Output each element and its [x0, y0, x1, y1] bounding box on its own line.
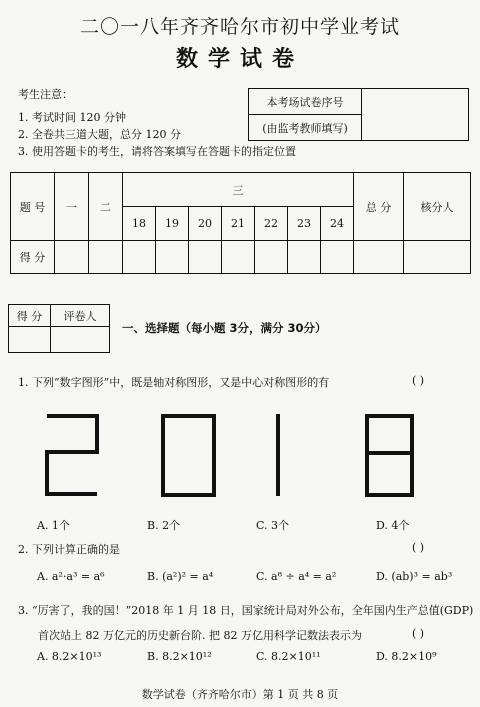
exam-subject: 数学试卷	[175, 47, 304, 72]
question-3-stem-line1: 3. “厉害了，我的国！”2018 年 1 月 18 日，国家统计局对外公布，全年国内生产总值(GDP)	[18, 604, 474, 617]
answer-paren-1[interactable]: ( )	[412, 374, 425, 387]
digit-2-figure	[47, 416, 97, 494]
option-b[interactable]: B. (a²)² = a⁴	[147, 570, 214, 583]
serial-note: (由监考教师填写)	[249, 115, 362, 141]
total-score-cell[interactable]	[354, 241, 404, 274]
grader-name-cell[interactable]	[51, 327, 110, 353]
score-table	[10, 172, 471, 274]
q-number: 18	[123, 207, 156, 241]
note-item: 1. 考试时间 120 分钟	[18, 111, 126, 124]
digit-8-figure	[367, 416, 412, 495]
checker-cell[interactable]	[404, 241, 471, 274]
option-d[interactable]: D. 8.2×10⁹	[376, 650, 437, 663]
option-b[interactable]: B. 8.2×10¹²	[147, 650, 212, 663]
score-cell[interactable]	[189, 241, 222, 274]
serial-entry-cell[interactable]	[362, 89, 469, 141]
grader-name-label: 评卷人	[51, 305, 110, 327]
score-row-label: 得 分	[11, 241, 55, 274]
q-number: 21	[222, 207, 255, 241]
option-c[interactable]: C. a⁸ ÷ a⁴ = a²	[256, 570, 337, 583]
score-cell[interactable]	[321, 241, 354, 274]
q-number: 20	[189, 207, 222, 241]
section1-header: 一	[55, 173, 89, 241]
checker-label: 核分人	[404, 173, 471, 241]
digit-0-figure	[163, 416, 214, 495]
answer-paren-3[interactable]: ( )	[412, 627, 425, 640]
question-2-stem: 2. 下列计算正确的是	[18, 543, 120, 556]
option-c[interactable]: C. 8.2×10¹¹	[256, 650, 321, 663]
option-a[interactable]: A. 8.2×10¹³	[37, 650, 102, 663]
page-footer: 数学试卷（齐齐哈尔市）第 1 页 共 8 页	[141, 688, 339, 701]
section2-header: 二	[89, 173, 123, 241]
question-label: 题 号	[11, 173, 55, 241]
serial-number-box	[248, 88, 469, 141]
score-cell[interactable]	[89, 241, 123, 274]
serial-label: 本考场试卷序号	[249, 89, 362, 115]
option-b[interactable]: B. 2个	[147, 519, 181, 532]
exam-title: 二〇一八年齐齐哈尔市初中学业考试	[79, 16, 400, 38]
total-label: 总 分	[354, 173, 404, 241]
score-cell[interactable]	[156, 241, 189, 274]
section-title: 一、选择题（每小题 3分，满分 30分）	[122, 321, 327, 335]
note-item: 2. 全卷共三道大题，总分 120 分	[18, 128, 181, 141]
option-d[interactable]: D. 4个	[376, 519, 410, 532]
score-cell[interactable]	[288, 241, 321, 274]
grader-score-cell[interactable]	[9, 327, 51, 353]
q-number: 19	[156, 207, 189, 241]
score-cell[interactable]	[255, 241, 288, 274]
option-c[interactable]: C. 3个	[256, 519, 290, 532]
score-cell[interactable]	[55, 241, 89, 274]
digit-figures	[0, 400, 480, 510]
q-number: 24	[321, 207, 354, 241]
question-1-stem: 1. 下列“数字图形”中，既是轴对称图形，又是中心对称图形的有	[18, 376, 330, 389]
q-number: 22	[255, 207, 288, 241]
question-3-stem-line2: 首次站上 82 万亿元的历史新台阶. 把 82 万亿用科学记数法表示为	[38, 629, 362, 642]
grader-box	[8, 304, 110, 353]
grader-score-label: 得 分	[9, 305, 51, 327]
section3-header: 三	[123, 173, 354, 207]
score-cell[interactable]	[222, 241, 255, 274]
answer-paren-2[interactable]: ( )	[412, 541, 425, 554]
option-a[interactable]: A. 1个	[37, 519, 70, 532]
option-a[interactable]: A. a²·a³ = a⁶	[37, 570, 105, 583]
notes-heading: 考生注意：	[18, 88, 73, 101]
q-number: 23	[288, 207, 321, 241]
note-item: 3. 使用答题卡的考生，请将答案填写在答题卡的指定位置	[18, 145, 296, 158]
option-d[interactable]: D. (ab)³ = ab³	[376, 570, 453, 583]
score-cell[interactable]	[123, 241, 156, 274]
